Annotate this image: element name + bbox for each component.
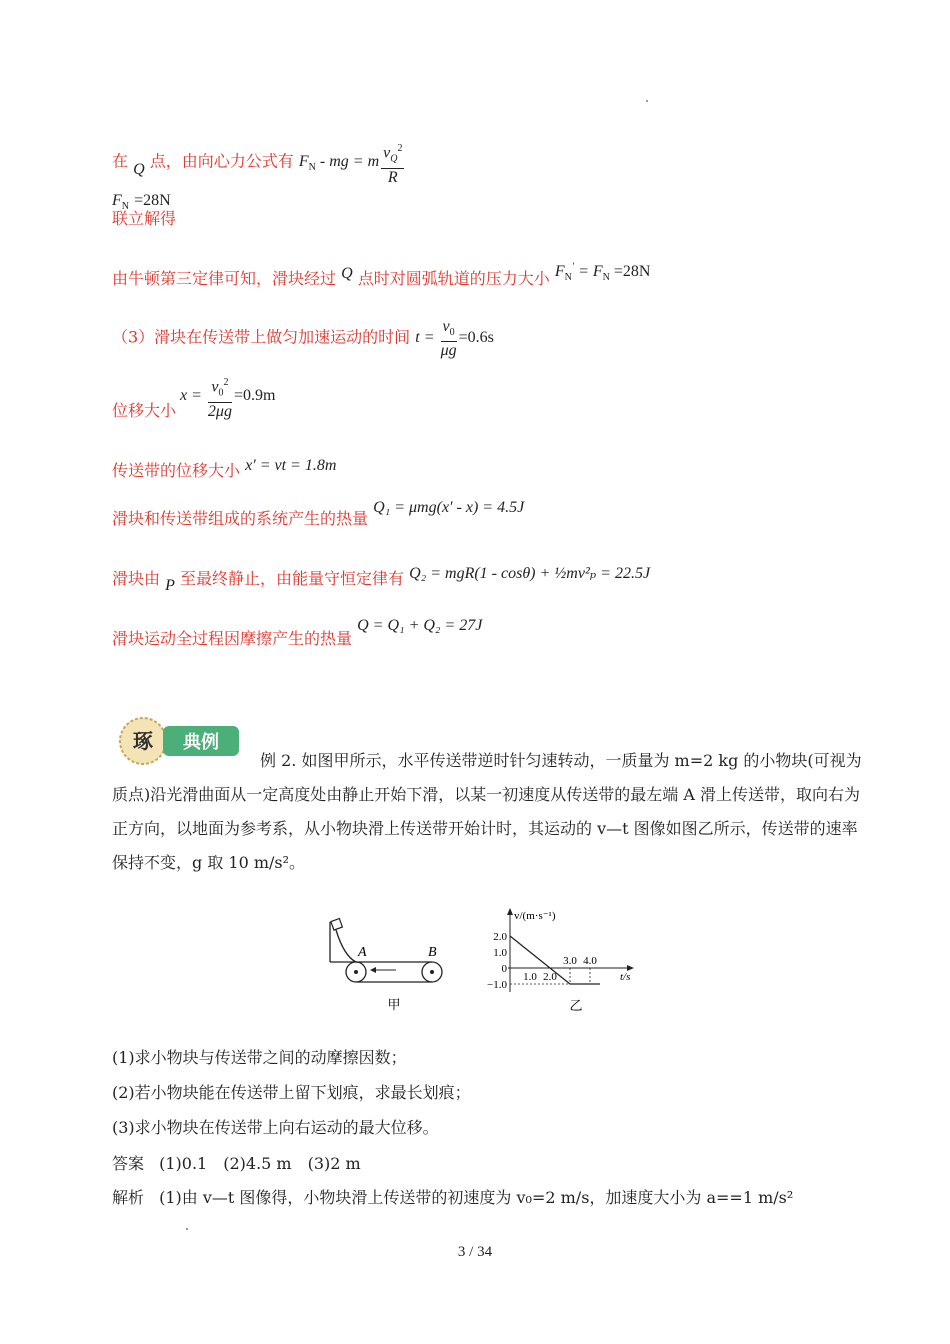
text: 传送带的位移大小	[112, 461, 241, 480]
text: 点时对圆弧轨道的压力大小	[357, 269, 550, 288]
figure-jia	[318, 912, 458, 1016]
point-b: B	[428, 945, 437, 960]
badge-left-char: 琢	[133, 729, 153, 753]
x-tick-label: 2.0	[543, 971, 557, 983]
y-axis-label: v/(m·s⁻¹)	[514, 910, 556, 922]
symbol-p: P	[165, 577, 175, 594]
figure-yi	[478, 904, 658, 1016]
badge-right-text: 典例	[183, 732, 219, 753]
y-tick-label: 0	[501, 963, 507, 975]
symbol-q: Q	[133, 161, 145, 179]
text: 联立解得	[112, 209, 177, 228]
label-jia: 甲	[387, 998, 401, 1013]
x-tick-label: 3.0	[563, 955, 577, 967]
label-yi: 乙	[569, 999, 583, 1014]
text: 滑块和传送带组成的系统产生的热量	[112, 509, 369, 528]
line-energy	[112, 565, 651, 594]
line-heat-1	[112, 499, 525, 529]
y-tick-label: 2.0	[493, 931, 507, 943]
line-belt-displacement	[112, 458, 336, 481]
example-intro: 例 2. 如图甲所示，水平传送带逆时针匀速转动，一质量为 m=2 kg 的小物块(可视为质点)沿光滑曲面从一定高度处由静止开始下滑，以某一初速度从传送带的最左端 A 滑上传送带，取向右为正方向，以地面为参考系，从小物块滑上传送带开始计时，其运动的 v—t 图像如图乙所示，传送带的速率保持不变，g 取 10 m/s²。	[112, 751, 862, 872]
line-displacement	[112, 398, 176, 421]
question-2: (2)若小物块能在传送带上留下划痕，求最长划痕；	[112, 1083, 471, 1102]
line-solve-label	[112, 206, 176, 229]
formula: x′ = vt = 1.8m	[245, 457, 337, 474]
symbol-q: Q	[341, 265, 353, 282]
speck	[186, 1228, 188, 1230]
question-3: (3)求小物块在传送带上向右运动的最大位移。	[112, 1118, 439, 1137]
speck	[646, 100, 648, 102]
text: 点，由向心力公式有	[149, 151, 294, 171]
analysis-line	[112, 1185, 793, 1208]
formula-fn: $F_N$	[112, 192, 130, 213]
text: 滑块运动全过程因摩擦产生的热量	[112, 629, 353, 648]
analysis-content: (1)由 v—t 图像得，小物块滑上传送带的初速度为 v₀=2 m/s，加速度大小为 a==1 m/s²	[159, 1188, 794, 1207]
line-total-heat	[112, 617, 483, 649]
text: 在	[112, 151, 129, 171]
line-centripetal	[112, 140, 406, 186]
x-tick-label: 1.0	[523, 971, 537, 983]
text: 滑块由	[112, 569, 161, 588]
y-tick-label: 1.0	[493, 947, 507, 959]
text: 位移大小	[112, 401, 177, 420]
page-number: 3 / 34	[457, 1244, 493, 1260]
text: 至最终静止，由能量守恒定律有	[179, 569, 404, 588]
text: （3）滑块在传送带上做匀加速运动的时间	[112, 327, 411, 347]
formula-centripetal: $F_N$ - mg = m $\frac{v_Q^2}{R}$	[299, 153, 407, 170]
x-axis-label: t/s	[620, 971, 631, 983]
x-tick-label: 4.0	[583, 955, 597, 967]
y-tick-label: −1.0	[487, 979, 507, 991]
point-a: A	[358, 945, 367, 960]
formula-displacement: x = $\frac{v_0^2}{2\mu g}$ =0.9m	[180, 374, 275, 420]
analysis-label: 解析	[112, 1188, 145, 1207]
answer-label: 答案	[112, 1154, 145, 1173]
question-1: (1)求小物块与传送带之间的动摩擦因数；	[112, 1048, 407, 1067]
answer-line	[112, 1151, 361, 1174]
formula-time: t = $\frac{v_0}{\mu g}$ =0.6s	[415, 318, 494, 360]
formula: Q₂ = mgR(1 - cosθ) + ½mv²ₚ = 22.5J	[409, 565, 651, 582]
answer-content: (1)0.1 (2)4.5 m (3)2 m	[159, 1154, 361, 1173]
line-time	[112, 318, 494, 359]
text: 由牛顿第三定律可知，滑块经过	[112, 269, 337, 288]
line-third-law	[112, 261, 651, 291]
formula-fn-prime: $F_N' = F_N =28N$	[554, 261, 651, 284]
formula: Q = Q₁ + Q₂ = 27J	[357, 617, 483, 634]
value: =28N	[134, 192, 171, 209]
formula: Q₁ = μmg(x′ - x) = 4.5J	[373, 499, 525, 516]
